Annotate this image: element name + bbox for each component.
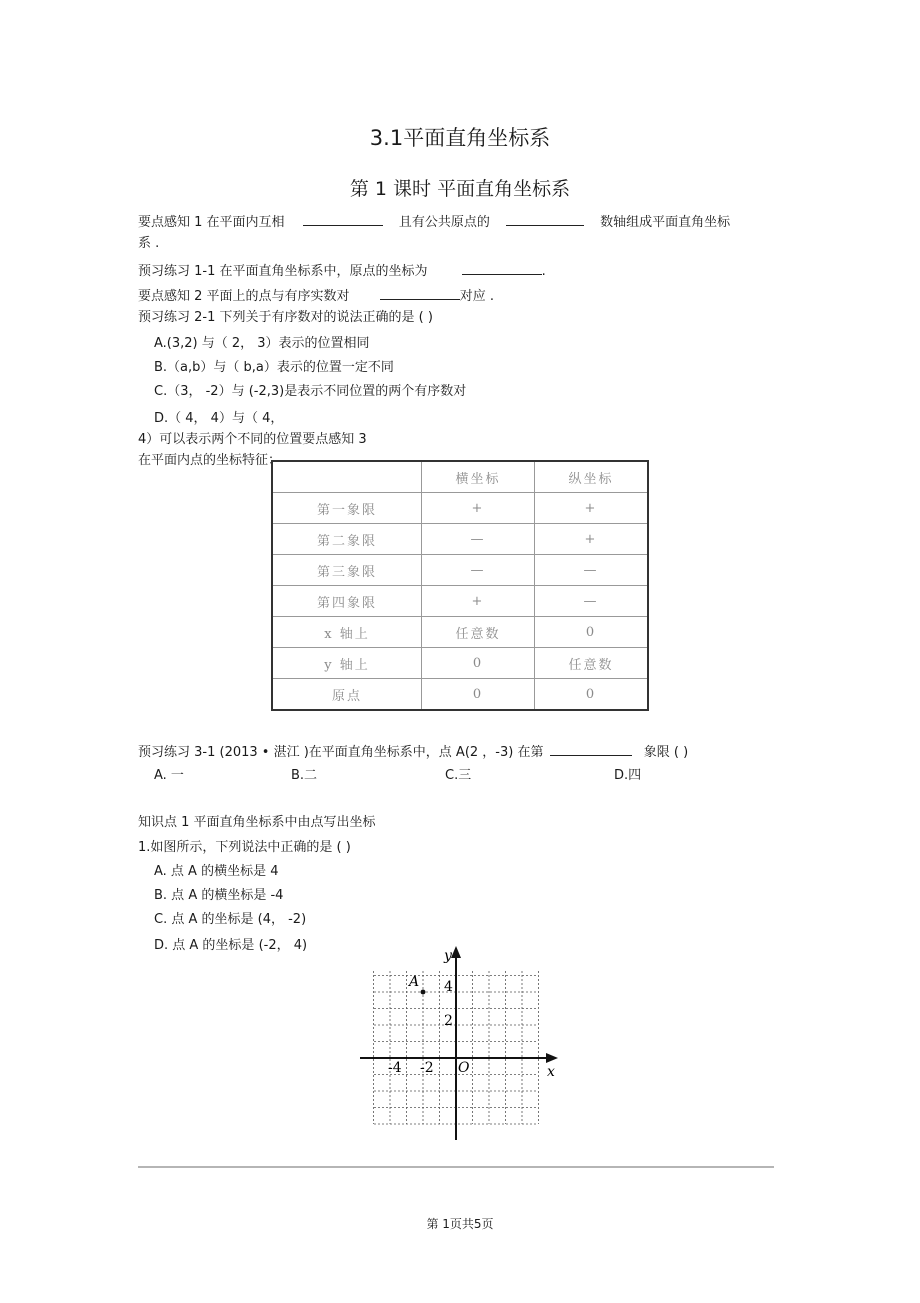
key-point-1-text-c: 数轴组成平面直角坐标 bbox=[600, 215, 731, 230]
answer-blank[interactable] bbox=[506, 211, 584, 226]
table-cell: 任意数 bbox=[535, 648, 649, 679]
x-axis-label: x bbox=[547, 1064, 555, 1080]
option-b: B.（a,b）与（ b,a）表示的位置一定不同 bbox=[154, 360, 394, 375]
origin-label: O bbox=[458, 1060, 470, 1076]
table-row bbox=[272, 524, 648, 555]
option-b: B. 点 A 的横坐标是 -4 bbox=[154, 888, 284, 903]
table-row bbox=[272, 617, 648, 648]
table-header-row bbox=[272, 461, 648, 493]
table-cell: y 轴上 bbox=[272, 648, 422, 679]
table-cell: 0 bbox=[535, 679, 649, 711]
key-point-2-text-b: 对应 . bbox=[459, 289, 494, 304]
table-cell: 横坐标 bbox=[422, 461, 535, 493]
table-cell: + bbox=[535, 493, 649, 524]
table-cell: — bbox=[535, 555, 649, 586]
table-cell: 原点 bbox=[272, 679, 422, 711]
coordinate-graph bbox=[352, 944, 566, 1142]
axis-labels bbox=[388, 948, 555, 1080]
option-a: A.(3,2) 与（ 2， 3）表示的位置相同 bbox=[154, 336, 370, 351]
option-d-continued: 4）可以表示两个不同的位置要点感知 3 bbox=[138, 432, 367, 447]
option-d: D.四 bbox=[614, 768, 642, 783]
table-cell: 第三象限 bbox=[272, 555, 422, 586]
y-axis-arrow bbox=[451, 946, 461, 958]
practice-3-1-tail: 象限 ( ) bbox=[643, 745, 689, 760]
option-c: C.（3， -2）与 (-2,3)是表示不同位置的两个有序数对 bbox=[154, 384, 467, 399]
knowledge-point-1: 知识点 1 平面直角坐标系中由点写出坐标 bbox=[138, 815, 376, 830]
table-cell: 任意数 bbox=[422, 617, 535, 648]
key-point-3: 在平面内点的坐标特征： bbox=[138, 453, 282, 468]
key-point-1-text-b: 且有公共原点的 bbox=[398, 215, 490, 230]
practice-1-1-text: 预习练习 1-1 在平面直角坐标系中，原点的坐标为 bbox=[138, 264, 428, 279]
answer-blank[interactable] bbox=[303, 211, 383, 226]
table-cell: + bbox=[535, 524, 649, 555]
practice-3-1-text: 预习练习 3-1 (2013 • 湛江 )在平面直角坐标系中，点 A(2 ，-3) 在第 bbox=[138, 745, 544, 760]
key-point-2 bbox=[138, 285, 494, 306]
table-row bbox=[272, 648, 648, 679]
point-a bbox=[421, 990, 426, 995]
practice-3-1 bbox=[138, 741, 688, 762]
table-cell: + bbox=[422, 586, 535, 617]
key-point-1-text-a: 要点感知 1 在平面内互相 bbox=[138, 215, 285, 230]
table-cell: 0 bbox=[535, 617, 649, 648]
table-cell: x 轴上 bbox=[272, 617, 422, 648]
table-cell: 第四象限 bbox=[272, 586, 422, 617]
key-point-1-line2: 系 . bbox=[138, 236, 160, 251]
y-axis-label: y bbox=[444, 948, 452, 964]
key-point-2-text-a: 要点感知 2 平面上的点与有序实数对 bbox=[138, 289, 350, 304]
practice-1-1 bbox=[138, 260, 546, 281]
option-d: D.（ 4， 4）与（ 4， bbox=[154, 411, 284, 426]
table-cell: — bbox=[535, 586, 649, 617]
table-row bbox=[272, 555, 648, 586]
option-d: D. 点 A 的坐标是 (-2， 4) bbox=[154, 938, 308, 953]
table-cell: — bbox=[422, 524, 535, 555]
lesson-subtitle: 第 1 课时 平面直角坐标系 bbox=[349, 178, 571, 200]
table-cell bbox=[272, 461, 422, 493]
table-cell: 0 bbox=[422, 679, 535, 711]
option-c: C. 点 A 的坐标是 (4， -2) bbox=[154, 912, 307, 927]
answer-blank[interactable] bbox=[380, 285, 460, 300]
y-tick-label: 2 bbox=[444, 1013, 453, 1029]
practice-2-1: 预习练习 2-1 下列关于有序数对的说法正确的是 ( ) bbox=[138, 310, 433, 325]
key-point-1 bbox=[138, 211, 730, 232]
table-row bbox=[272, 586, 648, 617]
table-cell: 纵坐标 bbox=[535, 461, 649, 493]
option-a: A. 点 A 的横坐标是 4 bbox=[154, 864, 279, 879]
page-title: 3.1平面直角坐标系 bbox=[369, 126, 551, 150]
answer-blank[interactable] bbox=[550, 741, 632, 756]
option-b: B.二 bbox=[291, 768, 318, 783]
page-number: 第 1页共5页 bbox=[426, 1217, 494, 1231]
table-cell: 0 bbox=[422, 648, 535, 679]
y-tick-label: 4 bbox=[444, 979, 453, 995]
x-tick-label: -2 bbox=[420, 1060, 434, 1076]
point-a-label: A bbox=[409, 974, 420, 990]
table-cell: 第一象限 bbox=[272, 493, 422, 524]
table-cell: + bbox=[422, 493, 535, 524]
x-tick-label: -4 bbox=[388, 1060, 402, 1076]
question-1: 1.如图所示，下列说法中正确的是 ( ) bbox=[138, 840, 351, 855]
option-c: C.三 bbox=[445, 768, 472, 783]
option-a: A. 一 bbox=[154, 768, 184, 783]
quadrant-sign-table bbox=[271, 460, 649, 711]
table-cell: — bbox=[422, 555, 535, 586]
table-row bbox=[272, 679, 648, 711]
answer-blank[interactable] bbox=[462, 260, 542, 275]
table-cell: 第二象限 bbox=[272, 524, 422, 555]
table-row bbox=[272, 493, 648, 524]
footer-divider bbox=[138, 1166, 774, 1168]
x-axis-arrow bbox=[546, 1053, 558, 1063]
practice-1-1-period: . bbox=[541, 264, 546, 279]
